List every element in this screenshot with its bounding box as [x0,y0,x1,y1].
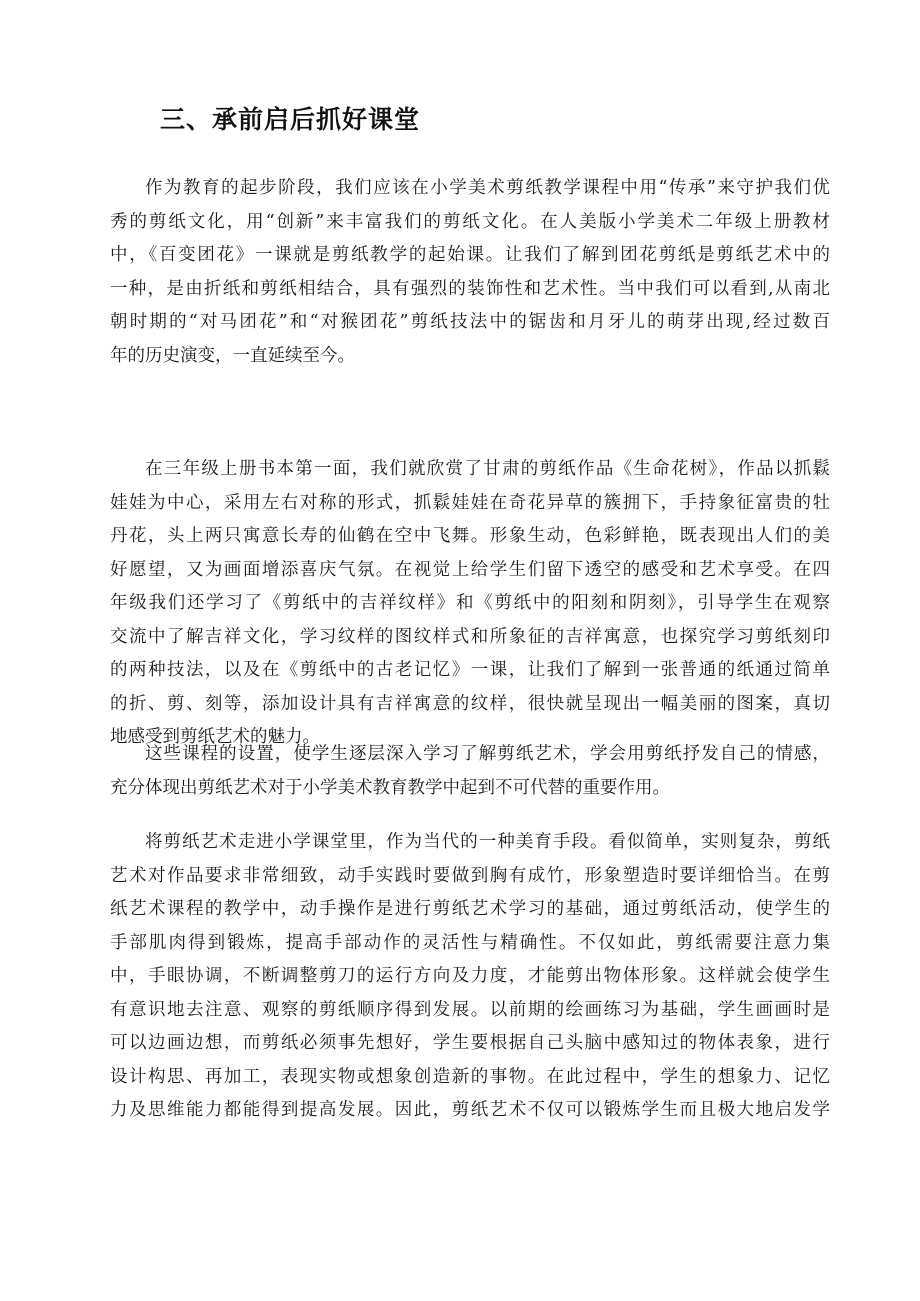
text-line: 一种，是由折纸和剪纸相结合，具有强烈的装饰性和艺术性。当中我们可以看到,从南北 [110,278,830,299]
text-line: 在三年级上册书本第一面，我们就欣赏了甘肃的剪纸作品《生命花树》，作品以抓鬏 [145,459,830,479]
text-line: 设计构思、再加工，表现实物或想象创造新的事物。在此过程中，学生的想象力、记忆 [110,1066,830,1087]
text-line: 地感受到剪纸艺术的魅力。 [110,727,320,747]
paragraph-1 [110,172,830,373]
paragraph-4 [110,826,830,1128]
section-heading: 三、承前启后抓好课堂 [160,105,421,134]
paragraph-2 [110,453,830,755]
text-line: 作为教育的起步阶段，我们应该在小学美术剪纸教学课程中用“传承”来守护我们优 [145,178,830,198]
text-line: 年级我们还学习了《剪纸中的吉祥纹样》和《剪纸中的阳刻和阴刻》，引导学生在观察 [110,593,830,613]
text-line: 充分体现出剪纸艺术对于小学美术教育教学中起到不可代替的重要作用。 [110,777,670,798]
text-line: 力及思维能力都能得到提高发展。因此，剪纸艺术不仅可以锻炼学生而且极大地启发学 [110,1100,830,1120]
paragraph-3 [110,738,830,805]
text-line: 朝时期的“对马团花”和“对猴团花”剪纸技法中的锯齿和月牙儿的萌芽出现,经过数百 [110,312,830,332]
text-line: 的两种技法，以及在《剪纸中的古老记忆》一课，让我们了解到一张普通的纸通过简单 [110,660,830,680]
text-line: 中，手眼协调，不断调整剪刀的运行方向及力度，才能剪出物体形象。这样就会使学生 [110,966,830,986]
text-line: 丹花，头上两只寓意长寿的仙鹤在空中飞舞。形象生动，色彩鲜艳，既表现出人们的美 [110,526,830,546]
text-line: 娃娃为中心，采用左右对称的形式，抓鬏娃娃在奇花异草的簇拥下，手持象征富贵的牡 [110,492,830,513]
text-line: 的折、剪、刻等，添加设计具有吉祥寓意的纹样，很快就呈现出一幅美丽的图案，真切 [110,693,830,714]
text-line: 手部肌肉得到锻炼，提高手部动作的灵活性与精确性。不仅如此，剪纸需要注意力集 [110,932,830,953]
text-line: 秀的剪纸文化，用“创新”来丰富我们的剪纸文化。在人美版小学美术二年级上册教材 [110,211,830,232]
text-line: 这些课程的设置，使学生逐层深入学习了解剪纸艺术，学会用剪纸抒发自己的情感， [145,744,830,764]
text-line: 艺术对作品要求非常细致，动手实践时要做到胸有成竹，形象塑造时要详细恰当。在剪 [110,865,830,886]
text-line: 有意识地去注意、观察的剪纸顺序得到发展。以前期的绘画练习为基础，学生画画时是 [110,999,830,1020]
text-line: 交流中了解吉祥文化，学习纹样的图纹样式和所象征的吉祥寓意，也探究学习剪纸刻印 [110,626,830,647]
text-line: 好愿望，又为画面增添喜庆气氛。在视觉上给学生们留下透空的感受和艺术享受。在四 [110,559,830,580]
text-line: 中，《百变团花》一课就是剪纸教学的起始课。让我们了解到团花剪纸是剪纸艺术中的 [110,245,830,265]
text-line: 年的历史演变，一直延续至今。 [110,345,355,366]
text-line: 将剪纸艺术走进小学课堂里，作为当代的一种美育手段。看似简单，实则复杂，剪纸 [145,832,830,852]
text-line: 可以边画边想，而剪纸必须事先想好，学生要根据自己头脑中感知过的物体表象，进行 [110,1033,830,1053]
text-line: 纸艺术课程的教学中，动手操作是进行剪纸艺术学习的基础，通过剪纸活动，使学生的 [110,899,830,919]
